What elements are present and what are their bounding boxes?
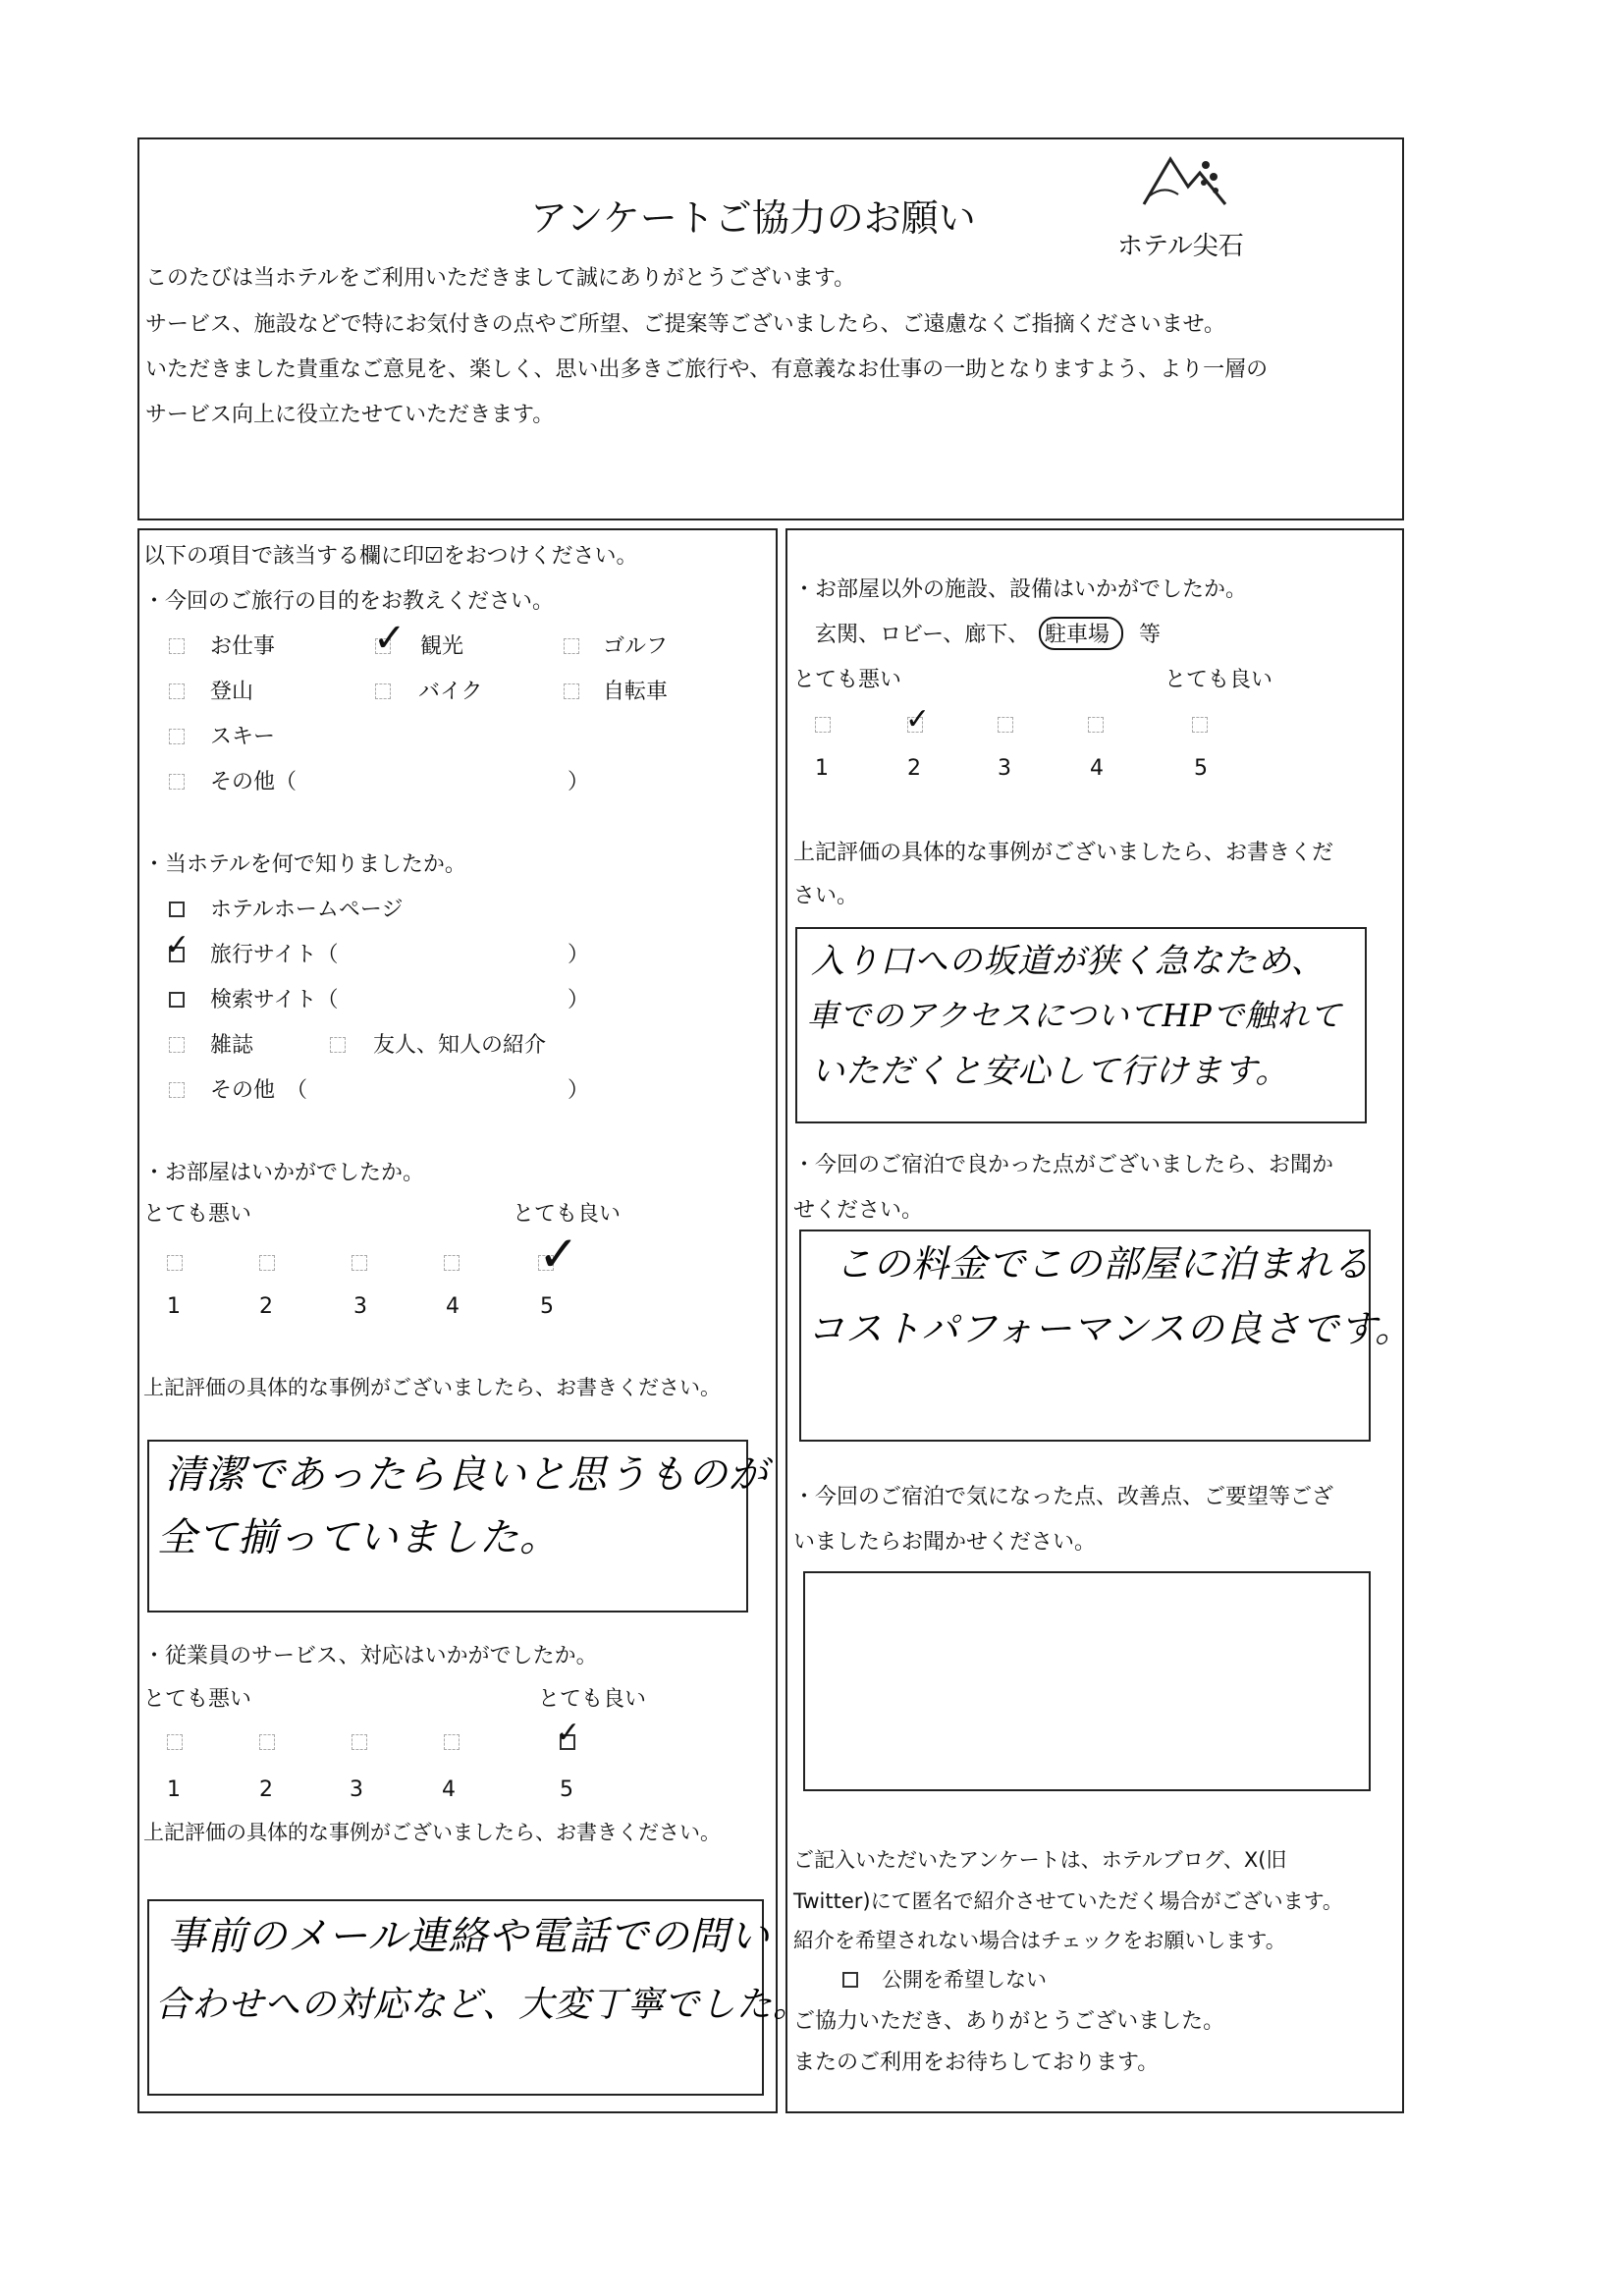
improve-question-1: ・今回のご宿泊で気になった点、改善点、ご要望等ござ — [793, 1485, 1334, 1509]
purpose-work-checkbox[interactable] — [169, 638, 185, 654]
purpose-ski-checkbox[interactable] — [169, 729, 185, 744]
good-points-question-2: せください。 — [793, 1198, 924, 1223]
purpose-question: ・今回のご旅行の目的をお教えください。 — [143, 589, 555, 614]
staff-rating-4-checkbox[interactable] — [444, 1734, 460, 1750]
room-scale-4: 4 — [446, 1294, 460, 1319]
facility-comment-prompt-1: 上記評価の具体的な事例がございましたら、お書きくだ — [793, 841, 1334, 865]
staff-scale-3: 3 — [350, 1777, 363, 1802]
facility-comment-line-2: 車でのアクセスについてHPで触れて — [807, 997, 1342, 1034]
source-homepage-label: ホテルホームページ — [210, 898, 404, 922]
footer-line-1: ご記入いただいたアンケートは、ホテルブログ、X(旧 — [793, 1848, 1287, 1872]
staff-high-label: とても良い — [538, 1687, 647, 1712]
source-magazine-label: 雑誌 — [210, 1033, 254, 1058]
improve-box[interactable] — [803, 1571, 1371, 1791]
staff-rating-3-checkbox[interactable] — [352, 1734, 367, 1750]
thanks-line-1: ご協力いただき、ありがとうございました。 — [793, 2009, 1225, 2034]
purpose-climbing-label: 登山 — [210, 680, 254, 704]
room-low-label: とても悪い — [143, 1202, 252, 1227]
staff-low-label: とても悪い — [143, 1687, 252, 1712]
room-rating-4-checkbox[interactable] — [444, 1255, 460, 1271]
purpose-bike-checkbox[interactable] — [375, 683, 391, 699]
check-mark-icon: ✓ — [373, 616, 406, 661]
purpose-bike-label: バイク — [418, 680, 483, 704]
source-travel-site-close: ） — [568, 943, 590, 967]
facility-high-label: とても良い — [1164, 668, 1273, 692]
staff-comment-line-2: 合わせへの対応など、大変丁寧でした。 — [155, 1985, 810, 2025]
source-friend-checkbox[interactable] — [330, 1037, 346, 1053]
facility-low-label: とても悪い — [793, 668, 902, 692]
improve-question-2: いましたらお聞かせください。 — [793, 1530, 1097, 1555]
source-search-label: 検索サイト（ — [210, 988, 339, 1012]
footer-line-3: 紹介を希望されない場合はチェックをお願いします。 — [793, 1929, 1286, 1952]
room-scale-3: 3 — [353, 1294, 367, 1319]
facility-comment-line-3: いただくと安心して行けます。 — [811, 1052, 1290, 1091]
room-comment-prompt: 上記評価の具体的な事例がございましたら、お書きください。 — [143, 1376, 721, 1399]
purpose-other-checkbox[interactable] — [169, 774, 185, 790]
room-high-label: とても良い — [513, 1202, 622, 1227]
intro-line-4: サービス向上に役立たせていただきます。 — [145, 403, 555, 427]
facility-comment-prompt-2: さい。 — [793, 884, 859, 908]
mountain-logo-icon — [1110, 147, 1257, 226]
facility-question: ・お部屋以外の施設、設備はいかがでしたか。 — [793, 577, 1248, 602]
room-comment-line-2: 全て揃っていました。 — [157, 1515, 560, 1560]
purpose-sightseeing-label: 観光 — [420, 634, 464, 659]
purpose-other-label: その他（ — [210, 770, 298, 794]
staff-scale-1: 1 — [167, 1777, 181, 1802]
check-mark-icon: ✓ — [538, 1226, 579, 1283]
facility-rating-4-checkbox[interactable] — [1088, 717, 1104, 733]
intro-line-2: サービス、施設などで特にお気付きの点やご所望、ご提案等ございましたら、ご遠慮なくご指摘くださいませ。 — [145, 312, 1226, 337]
staff-scale-5: 5 — [560, 1777, 573, 1802]
good-points-line-2: コストパフォーマンスの良さです。 — [807, 1307, 1414, 1350]
facility-etc-label: 等 — [1139, 623, 1162, 647]
purpose-climbing-checkbox[interactable] — [169, 683, 185, 699]
purpose-golf-checkbox[interactable] — [564, 638, 579, 654]
check-mark-icon: ✓ — [165, 928, 190, 962]
source-search-checkbox[interactable] — [169, 992, 185, 1008]
facility-rating-1-checkbox[interactable] — [815, 717, 831, 733]
left-column-frame — [137, 528, 778, 2113]
room-rating-3-checkbox[interactable] — [352, 1255, 367, 1271]
check-mark-icon: ✓ — [905, 702, 931, 737]
source-other-checkbox[interactable] — [169, 1082, 185, 1098]
staff-scale-4: 4 — [442, 1777, 456, 1802]
purpose-bicycle-label: 自転車 — [603, 680, 669, 704]
logo-text: ホテル尖石 — [1117, 232, 1244, 261]
intro-line-3: いただきました貴重なご意見を、楽しく、思い出多きご旅行や、有意義なお仕事の一助となりますよう、より一層の — [145, 357, 1269, 382]
facility-scale-5: 5 — [1194, 756, 1208, 781]
thanks-line-2: またのご利用をお待ちしております。 — [793, 2050, 1160, 2075]
facility-scale-4: 4 — [1090, 756, 1104, 781]
facility-scale-2: 2 — [907, 756, 921, 781]
facility-parking-label: 駐車場 — [1045, 623, 1110, 647]
source-magazine-checkbox[interactable] — [169, 1037, 185, 1053]
room-rating-1-checkbox[interactable] — [167, 1255, 183, 1271]
facility-comment-line-1: 入り口への坂道が狭く急なため、 — [811, 942, 1326, 981]
good-points-line-1: この料金でこの部屋に泊まれる — [835, 1242, 1372, 1285]
opt-out-checkbox[interactable] — [842, 1972, 858, 1988]
hotel-logo — [1110, 147, 1257, 265]
facility-rating-3-checkbox[interactable] — [998, 717, 1013, 733]
page-title: アンケートご協力のお願い — [530, 196, 976, 240]
facility-scale-1: 1 — [815, 756, 829, 781]
instruction-text: 以下の項目で該当する欄に印☑をおつけください。 — [143, 544, 638, 569]
staff-scale-2: 2 — [259, 1777, 273, 1802]
staff-rating-1-checkbox[interactable] — [167, 1734, 183, 1750]
source-homepage-checkbox[interactable] — [169, 902, 185, 917]
purpose-work-label: お仕事 — [210, 634, 276, 659]
room-scale-5: 5 — [540, 1294, 554, 1319]
source-search-close: ） — [568, 988, 590, 1012]
purpose-golf-label: ゴルフ — [603, 634, 669, 659]
staff-comment-line-1: 事前のメール連絡や電話での問い — [167, 1914, 771, 1959]
staff-question: ・従業員のサービス、対応はいかがでしたか。 — [143, 1644, 598, 1668]
opt-out-label: 公開を希望しない — [882, 1968, 1047, 1992]
staff-comment-prompt: 上記評価の具体的な事例がございましたら、お書きください。 — [143, 1821, 721, 1844]
source-travel-site-label: 旅行サイト（ — [210, 943, 339, 967]
room-question: ・お部屋はいかがでしたか。 — [143, 1161, 425, 1185]
check-mark-icon: ✓ — [556, 1716, 581, 1750]
source-question: ・当ホテルを何で知りましたか。 — [143, 852, 466, 877]
room-comment-line-1: 清潔であったら良いと思うものが — [165, 1452, 769, 1498]
good-points-question-1: ・今回のご宿泊で良かった点がございましたら、お聞か — [793, 1153, 1334, 1177]
facility-rating-5-checkbox[interactable] — [1192, 717, 1208, 733]
purpose-bicycle-checkbox[interactable] — [564, 683, 579, 699]
purpose-ski-label: スキー — [210, 725, 276, 749]
facility-items-label: 玄関、ロビー、廊下、 — [815, 623, 1030, 647]
intro-line-1: このたびは当ホテルをご利用いただきまして誠にありがとうございます。 — [145, 266, 856, 291]
facility-scale-3: 3 — [998, 756, 1011, 781]
footer-line-2: Twitter)にて匿名で紹介させていただく場合がございます。 — [793, 1889, 1343, 1913]
room-scale-1: 1 — [167, 1294, 181, 1319]
purpose-other-close: ） — [568, 770, 590, 794]
room-rating-2-checkbox[interactable] — [259, 1255, 275, 1271]
room-scale-2: 2 — [259, 1294, 273, 1319]
staff-rating-2-checkbox[interactable] — [259, 1734, 275, 1750]
source-friend-label: 友人、知人の紹介 — [373, 1033, 547, 1058]
source-other-label: その他 （ — [210, 1078, 308, 1103]
source-other-close: ） — [568, 1078, 590, 1103]
